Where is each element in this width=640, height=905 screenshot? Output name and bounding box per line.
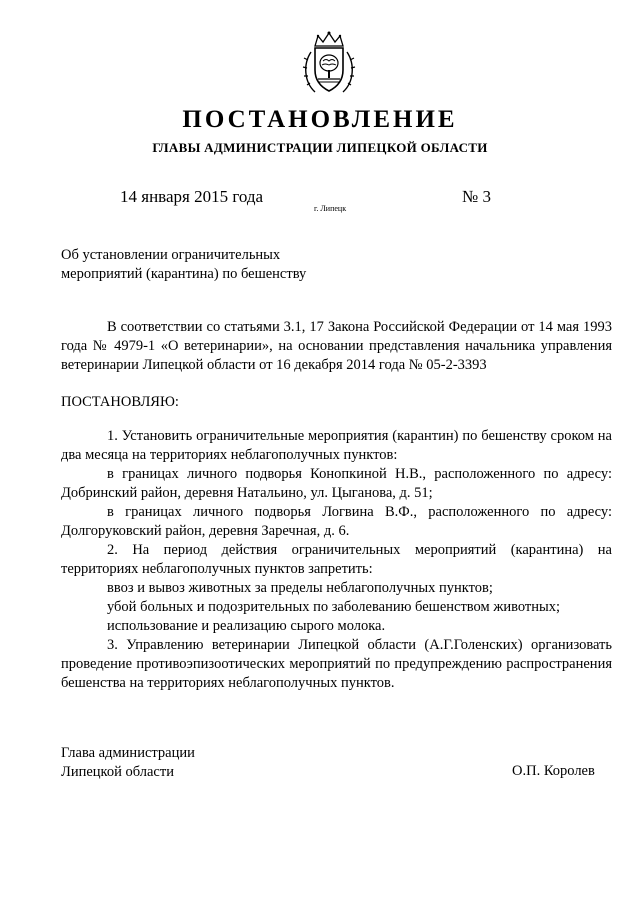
point-paragraph: убой больных и подозрительных по заболеванию бешенством животных; [107,599,561,615]
decree-word: ПОСТАНОВЛЯЮ: [61,394,179,410]
signature-position [61,744,195,782]
point-paragraph: в границах личного подворья Логвина В.Ф., расположенного по адресу: Долгоруковский район, деревня Заречная, д. 6. [61,504,612,539]
document-number: № 3 [462,187,491,206]
point-paragraph: использование и реализацию сырого молока. [107,618,386,634]
subject-line: Об установлении ограничительных [61,247,281,263]
signature-name: О.П. Королев [512,763,595,779]
basis-text: В соответствии со статьями 3.1, 17 Закона Российской Федерации от 14 мая 1993 года № 4979-1 «О ветеринарии», на основании представления начальника управления ветеринарии Липецкой области от 16 декабря 2014 года № 05-2-3393 [61,319,612,373]
coat-of-arms-icon [301,30,357,96]
signature-position-line: Липецкой области [61,764,174,780]
decree-points [61,427,612,693]
point-paragraph: 2. На период действия ограничительных мероприятий (карантина) на территориях неблагополучных пунктов запретить: [61,542,612,577]
point-paragraph: ввоз и вывоз животных за пределы неблагополучных пунктов; [107,580,493,596]
document-subject [61,246,361,284]
document-title: ПОСТАНОВЛЕНИЕ [182,106,458,133]
subject-line: мероприятий (карантина) по бешенству [61,266,307,282]
document-date: 14 января 2015 года [120,187,264,206]
document-subtitle: ГЛАВЫ АДМИНИСТРАЦИИ ЛИПЕЦКОЙ ОБЛАСТИ [152,140,488,155]
point-paragraph: 3. Управлению ветеринарии Липецкой области (А.Г.Голенских) организовать проведение противоэпизоотических мероприятий по предупреждению распространения бешенства на территориях неблагополучных пунктов. [61,637,612,691]
document-place: г. Липецк [314,204,347,213]
point-paragraph: в границах личного подворья Конопкиной Н.В., расположенного по адресу: Добринский район, деревня Натальино, ул. Цыганова, д. 51; [61,466,612,501]
point-paragraph: 1. Установить ограничительные мероприятия (карантин) по бешенству сроком на два месяца на территориях неблагополучных пунктов: [61,428,612,463]
signature-position-line: Глава администрации [61,745,195,761]
basis-paragraph [61,318,612,375]
